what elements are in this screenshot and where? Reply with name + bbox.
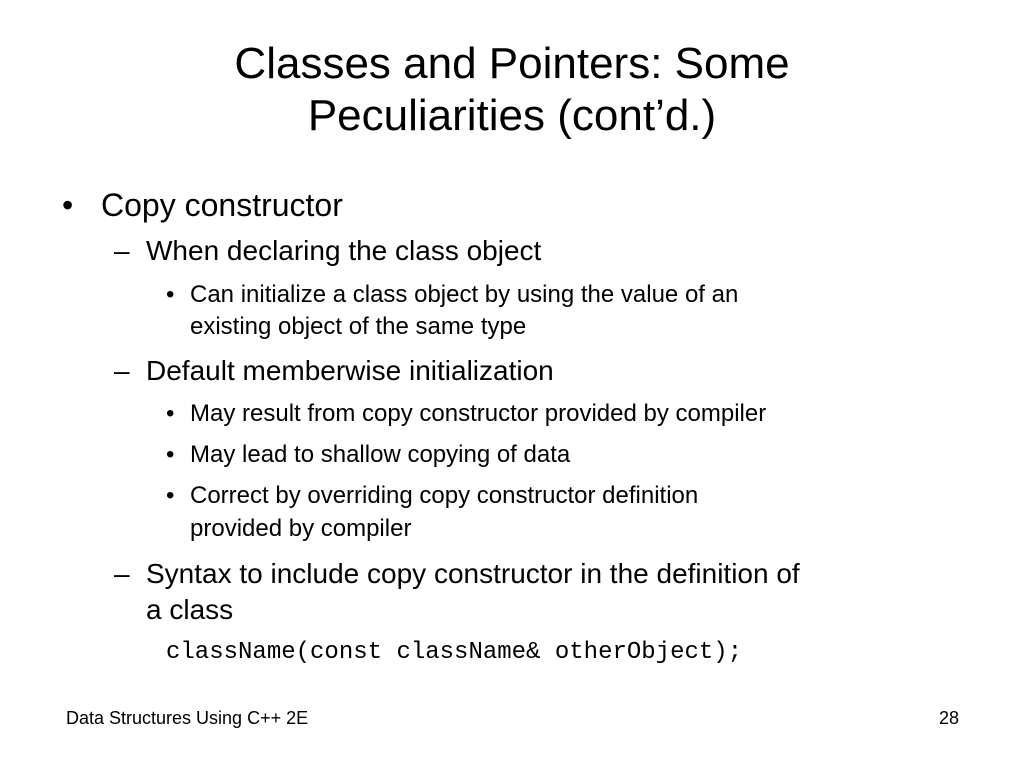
title-line: Classes and Pointers: Some [234, 39, 790, 88]
sub-bullet-syntax: Syntax to include copy constructor in the definition of [146, 558, 800, 589]
dash-marker: – [114, 355, 130, 386]
slide-title [0, 38, 1024, 142]
sub-bullet-syntax-continued: a class [146, 594, 234, 625]
title-line: Peculiarities (cont’d.) [307, 91, 717, 140]
code-snippet: className(const className& otherObject); [166, 639, 743, 666]
bullet-marker: • [62, 187, 74, 223]
sub-sub-bullet-may-result: May result from copy constructor provided by compiler [190, 400, 767, 427]
footer-page-number: 28 [939, 708, 960, 728]
sub-sub-bullet-correct-by: Correct by overriding copy constructor definition [190, 482, 699, 509]
sub-sub-bullet-can-initialize-continued: existing object of the same type [190, 313, 527, 340]
sub-bullet-when-declaring: When declaring the class object [146, 235, 542, 266]
bullet-marker: • [166, 441, 175, 468]
bullet-marker: • [166, 400, 175, 427]
bullet-copy-constructor: Copy constructor [101, 187, 343, 223]
bullet-marker: • [166, 482, 175, 509]
sub-sub-bullet-correct-by-continued: provided by compiler [190, 515, 412, 542]
bullet-marker: • [166, 281, 175, 308]
footer-course-title: Data Structures Using C++ 2E [66, 708, 309, 728]
dash-marker: – [114, 558, 130, 589]
sub-sub-bullet-can-initialize: Can initialize a class object by using the value of an [190, 281, 739, 308]
dash-marker: – [114, 235, 130, 266]
sub-sub-bullet-may-lead: May lead to shallow copying of data [190, 441, 571, 468]
sub-bullet-default-memberwise: Default memberwise initialization [146, 355, 554, 386]
